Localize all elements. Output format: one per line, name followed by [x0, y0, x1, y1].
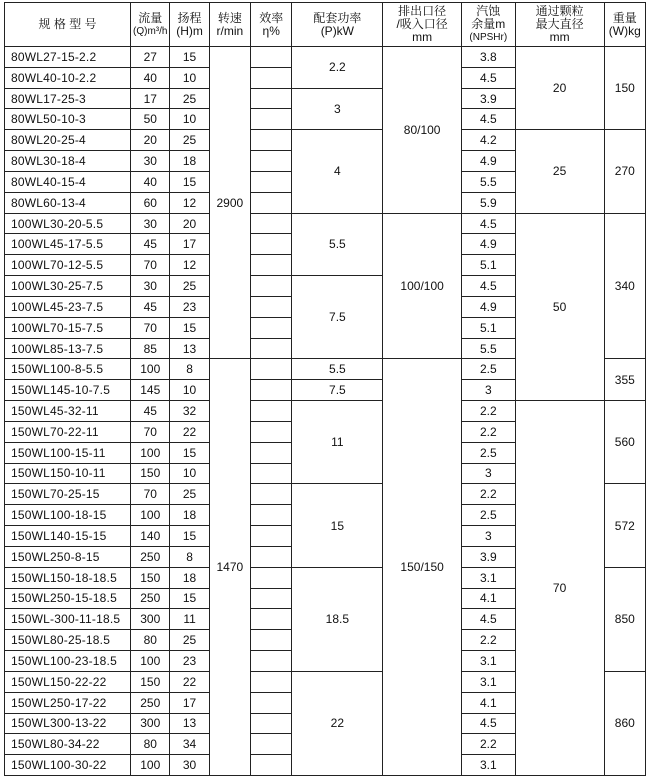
efficiency-cell	[251, 171, 292, 192]
npsh-cell: 5.5	[461, 171, 515, 192]
model-cell: 150WL250-8-15	[5, 546, 131, 567]
efficiency-cell	[251, 609, 292, 630]
npsh-cell: 5.1	[461, 317, 515, 338]
npsh-cell: 4.9	[461, 296, 515, 317]
efficiency-cell	[251, 588, 292, 609]
header-npsh: 汽蚀 余量m (NPSHr)	[461, 3, 515, 47]
npsh-cell: 2.2	[461, 401, 515, 422]
flow-cell: 140	[131, 526, 170, 547]
weight-cell: 560	[604, 401, 645, 484]
model-cell: 150WL100-23-18.5	[5, 651, 131, 672]
head-cell: 25	[170, 484, 209, 505]
speed-cell: 1470	[209, 359, 250, 776]
flow-cell: 70	[131, 255, 170, 276]
efficiency-cell	[251, 234, 292, 255]
power-cell: 3	[292, 88, 383, 130]
model-cell: 150WL-300-11-18.5	[5, 609, 131, 630]
model-cell: 150WL80-34-22	[5, 734, 131, 755]
power-cell: 2.2	[292, 47, 383, 89]
head-cell: 25	[170, 130, 209, 151]
head-cell: 15	[170, 171, 209, 192]
model-cell: 100WL45-23-7.5	[5, 296, 131, 317]
efficiency-cell	[251, 546, 292, 567]
model-cell: 150WL300-13-22	[5, 713, 131, 734]
head-cell: 12	[170, 192, 209, 213]
particle-cell: 70	[515, 401, 604, 776]
npsh-cell: 2.5	[461, 442, 515, 463]
head-cell: 18	[170, 151, 209, 172]
model-cell: 80WL27-15-2.2	[5, 47, 131, 68]
efficiency-cell	[251, 651, 292, 672]
flow-cell: 40	[131, 67, 170, 88]
weight-cell: 270	[604, 130, 645, 213]
npsh-cell: 4.2	[461, 130, 515, 151]
efficiency-cell	[251, 755, 292, 776]
efficiency-cell	[251, 213, 292, 234]
head-cell: 10	[170, 109, 209, 130]
flow-cell: 27	[131, 47, 170, 68]
efficiency-cell	[251, 359, 292, 380]
flow-cell: 50	[131, 109, 170, 130]
model-cell: 150WL45-32-11	[5, 401, 131, 422]
head-cell: 32	[170, 401, 209, 422]
npsh-cell: 3	[461, 380, 515, 401]
head-cell: 23	[170, 651, 209, 672]
model-cell: 80WL40-15-4	[5, 171, 131, 192]
head-cell: 20	[170, 213, 209, 234]
flow-cell: 60	[131, 192, 170, 213]
table-row	[5, 47, 646, 68]
model-cell: 150WL145-10-7.5	[5, 380, 131, 401]
npsh-cell: 4.5	[461, 109, 515, 130]
npsh-cell: 3.9	[461, 546, 515, 567]
flow-cell: 30	[131, 213, 170, 234]
head-cell: 22	[170, 671, 209, 692]
weight-cell: 572	[604, 484, 645, 567]
efficiency-cell	[251, 255, 292, 276]
table-row	[5, 130, 646, 151]
npsh-cell: 4.5	[461, 67, 515, 88]
header-head: 扬程 (H)m	[170, 3, 209, 47]
flow-cell: 100	[131, 651, 170, 672]
head-cell: 34	[170, 734, 209, 755]
flow-cell: 30	[131, 276, 170, 297]
head-cell: 13	[170, 338, 209, 359]
head-cell: 30	[170, 755, 209, 776]
flow-cell: 250	[131, 692, 170, 713]
head-cell: 23	[170, 296, 209, 317]
head-cell: 11	[170, 609, 209, 630]
efficiency-cell	[251, 67, 292, 88]
head-cell: 25	[170, 630, 209, 651]
npsh-cell: 5.9	[461, 192, 515, 213]
model-cell: 80WL30-18-4	[5, 151, 131, 172]
model-cell: 150WL250-17-22	[5, 692, 131, 713]
pump-spec-table	[4, 2, 646, 776]
model-cell: 100WL85-13-7.5	[5, 338, 131, 359]
table-row	[5, 213, 646, 234]
weight-cell: 150	[604, 47, 645, 130]
efficiency-cell	[251, 671, 292, 692]
head-cell: 18	[170, 567, 209, 588]
power-cell: 7.5	[292, 276, 383, 359]
head-cell: 18	[170, 505, 209, 526]
model-cell: 150WL100-18-15	[5, 505, 131, 526]
port-cell: 150/150	[383, 359, 462, 776]
head-cell: 22	[170, 421, 209, 442]
model-cell: 100WL30-20-5.5	[5, 213, 131, 234]
flow-cell: 40	[131, 171, 170, 192]
flow-cell: 20	[131, 130, 170, 151]
npsh-cell: 3.1	[461, 755, 515, 776]
flow-cell: 70	[131, 317, 170, 338]
flow-cell: 100	[131, 755, 170, 776]
flow-cell: 150	[131, 567, 170, 588]
npsh-cell: 4.5	[461, 276, 515, 297]
model-cell: 80WL50-10-3	[5, 109, 131, 130]
head-cell: 8	[170, 359, 209, 380]
npsh-cell: 4.1	[461, 588, 515, 609]
efficiency-cell	[251, 734, 292, 755]
npsh-cell: 3.8	[461, 47, 515, 68]
npsh-cell: 2.2	[461, 734, 515, 755]
npsh-cell: 2.2	[461, 630, 515, 651]
power-cell: 15	[292, 484, 383, 567]
efficiency-cell	[251, 692, 292, 713]
flow-cell: 80	[131, 630, 170, 651]
npsh-cell: 3	[461, 526, 515, 547]
efficiency-cell	[251, 276, 292, 297]
efficiency-cell	[251, 130, 292, 151]
weight-cell: 340	[604, 213, 645, 359]
model-cell: 150WL70-25-15	[5, 484, 131, 505]
flow-cell: 250	[131, 546, 170, 567]
header-row	[5, 3, 646, 47]
model-cell: 150WL100-8-5.5	[5, 359, 131, 380]
power-cell: 22	[292, 671, 383, 775]
head-cell: 15	[170, 526, 209, 547]
model-cell: 100WL45-17-5.5	[5, 234, 131, 255]
efficiency-cell	[251, 380, 292, 401]
power-cell: 11	[292, 401, 383, 484]
model-cell: 100WL30-25-7.5	[5, 276, 131, 297]
flow-cell: 17	[131, 88, 170, 109]
flow-cell: 45	[131, 401, 170, 422]
flow-cell: 150	[131, 671, 170, 692]
model-cell: 150WL150-18-18.5	[5, 567, 131, 588]
npsh-cell: 5.1	[461, 255, 515, 276]
head-cell: 25	[170, 88, 209, 109]
power-cell: 5.5	[292, 213, 383, 275]
npsh-cell: 4.9	[461, 151, 515, 172]
head-cell: 17	[170, 234, 209, 255]
efficiency-cell	[251, 567, 292, 588]
efficiency-cell	[251, 526, 292, 547]
npsh-cell: 4.9	[461, 234, 515, 255]
efficiency-cell	[251, 442, 292, 463]
power-cell: 7.5	[292, 380, 383, 401]
npsh-cell: 2.5	[461, 359, 515, 380]
flow-cell: 100	[131, 442, 170, 463]
flow-cell: 80	[131, 734, 170, 755]
header-efficiency: 效率 η%	[251, 3, 292, 47]
model-cell: 80WL40-10-2.2	[5, 67, 131, 88]
efficiency-cell	[251, 484, 292, 505]
model-cell: 80WL60-13-4	[5, 192, 131, 213]
speed-cell: 2900	[209, 47, 250, 359]
flow-cell: 250	[131, 588, 170, 609]
efficiency-cell	[251, 88, 292, 109]
model-cell: 150WL150-22-22	[5, 671, 131, 692]
npsh-cell: 4.1	[461, 692, 515, 713]
model-cell: 150WL80-25-18.5	[5, 630, 131, 651]
model-cell: 150WL100-30-22	[5, 755, 131, 776]
model-cell: 80WL20-25-4	[5, 130, 131, 151]
flow-cell: 85	[131, 338, 170, 359]
particle-cell: 25	[515, 130, 604, 213]
particle-cell: 50	[515, 213, 604, 400]
model-cell: 100WL70-12-5.5	[5, 255, 131, 276]
efficiency-cell	[251, 47, 292, 68]
header-model: 规 格 型 号	[5, 3, 131, 47]
efficiency-cell	[251, 401, 292, 422]
header-port: 排出口径 /吸入口径 mm	[383, 3, 462, 47]
npsh-cell: 3.1	[461, 651, 515, 672]
efficiency-cell	[251, 317, 292, 338]
head-cell: 15	[170, 588, 209, 609]
npsh-cell: 2.5	[461, 505, 515, 526]
flow-cell: 300	[131, 609, 170, 630]
npsh-cell: 2.2	[461, 484, 515, 505]
weight-cell: 355	[604, 359, 645, 401]
flow-cell: 300	[131, 713, 170, 734]
efficiency-cell	[251, 421, 292, 442]
weight-cell: 860	[604, 671, 645, 775]
model-cell: 150WL250-15-18.5	[5, 588, 131, 609]
npsh-cell: 2.2	[461, 421, 515, 442]
flow-cell: 150	[131, 463, 170, 484]
flow-cell: 30	[131, 151, 170, 172]
head-cell: 15	[170, 317, 209, 338]
flow-cell: 45	[131, 296, 170, 317]
efficiency-cell	[251, 296, 292, 317]
header-power: 配套功率 (P)kW	[292, 3, 383, 47]
head-cell: 13	[170, 713, 209, 734]
npsh-cell: 3.9	[461, 88, 515, 109]
header-weight: 重量 (W)kg	[604, 3, 645, 47]
header-flow: 流量 (Q)m³/h	[131, 3, 170, 47]
particle-cell: 20	[515, 47, 604, 130]
npsh-cell: 3.1	[461, 567, 515, 588]
flow-cell: 45	[131, 234, 170, 255]
npsh-cell: 5.5	[461, 338, 515, 359]
head-cell: 10	[170, 67, 209, 88]
model-cell: 150WL140-15-15	[5, 526, 131, 547]
efficiency-cell	[251, 505, 292, 526]
port-cell: 80/100	[383, 47, 462, 214]
efficiency-cell	[251, 463, 292, 484]
head-cell: 15	[170, 442, 209, 463]
npsh-cell: 3.1	[461, 671, 515, 692]
head-cell: 10	[170, 463, 209, 484]
model-cell: 100WL70-15-7.5	[5, 317, 131, 338]
model-cell: 150WL70-22-11	[5, 421, 131, 442]
model-cell: 150WL100-15-11	[5, 442, 131, 463]
npsh-cell: 3	[461, 463, 515, 484]
efficiency-cell	[251, 338, 292, 359]
head-cell: 17	[170, 692, 209, 713]
port-cell: 100/100	[383, 213, 462, 359]
flow-cell: 100	[131, 359, 170, 380]
npsh-cell: 4.5	[461, 213, 515, 234]
spec-body	[5, 47, 646, 776]
weight-cell: 850	[604, 567, 645, 671]
flow-cell: 145	[131, 380, 170, 401]
head-cell: 8	[170, 546, 209, 567]
model-cell: 150WL150-10-11	[5, 463, 131, 484]
power-cell: 18.5	[292, 567, 383, 671]
header-speed: 转速 r/min	[209, 3, 250, 47]
efficiency-cell	[251, 192, 292, 213]
efficiency-cell	[251, 713, 292, 734]
flow-cell: 100	[131, 505, 170, 526]
flow-cell: 70	[131, 421, 170, 442]
power-cell: 4	[292, 130, 383, 213]
model-cell: 80WL17-25-3	[5, 88, 131, 109]
table-row	[5, 401, 646, 422]
efficiency-cell	[251, 109, 292, 130]
head-cell: 15	[170, 47, 209, 68]
header-particle: 通过颗粒 最大直径 mm	[515, 3, 604, 47]
head-cell: 25	[170, 276, 209, 297]
efficiency-cell	[251, 151, 292, 172]
npsh-cell: 4.5	[461, 609, 515, 630]
head-cell: 12	[170, 255, 209, 276]
flow-cell: 70	[131, 484, 170, 505]
efficiency-cell	[251, 630, 292, 651]
power-cell: 5.5	[292, 359, 383, 380]
npsh-cell: 4.5	[461, 713, 515, 734]
head-cell: 10	[170, 380, 209, 401]
